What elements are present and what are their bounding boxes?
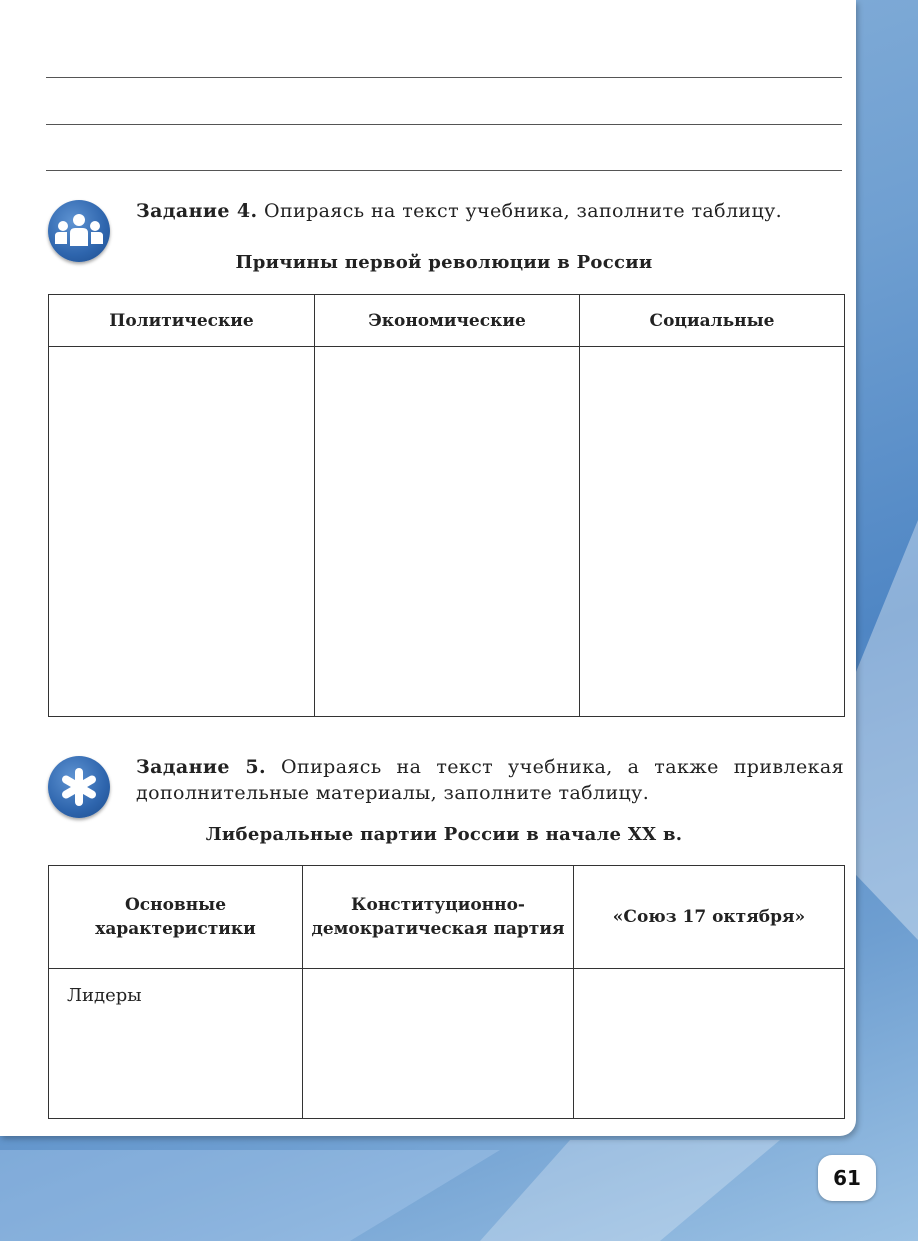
economic-causes-cell[interactable] — [315, 347, 580, 717]
task5-instruction — [136, 754, 844, 806]
causes-table — [48, 294, 845, 717]
column-header-social: Социальные — [580, 295, 845, 347]
column-header-political: Политические — [49, 295, 315, 347]
octobrists-leaders-cell[interactable] — [574, 969, 845, 1119]
task4-table-title: Причины первой революции в России — [235, 252, 653, 273]
asterisk-icon — [48, 756, 110, 818]
writing-line[interactable] — [46, 124, 842, 125]
page-number: 61 — [818, 1155, 876, 1201]
cadets-leaders-cell[interactable] — [303, 969, 574, 1119]
task5-label: Задание 5. — [136, 756, 267, 778]
social-causes-cell[interactable] — [580, 347, 845, 717]
background-decoration — [480, 1140, 780, 1241]
task5-text: Опираясь на текст учебника, а также привлекая дополнительные материалы, заполните таблицу. — [136, 756, 844, 804]
column-header-octobrists: «Союз 17 октября» — [574, 866, 845, 969]
liberal-parties-table — [48, 865, 845, 1119]
background-decoration — [0, 1150, 500, 1241]
task4-text: Опираясь на текст учебника, заполните таблицу. — [263, 200, 783, 222]
row-label-leaders: Лидеры — [49, 969, 303, 1119]
column-header-cadets: Конституционно-демократическая партия — [303, 866, 574, 969]
writing-line[interactable] — [46, 170, 842, 171]
political-causes-cell[interactable] — [49, 347, 315, 717]
task4-instruction — [136, 198, 844, 224]
column-header-characteristics: Основные характеристики — [49, 866, 303, 969]
writing-line[interactable] — [46, 77, 842, 78]
task4-label: Задание 4. — [136, 200, 258, 222]
column-header-economic: Экономические — [315, 295, 580, 347]
task5-table-title: Либеральные партии России в начале XX в. — [205, 824, 683, 845]
